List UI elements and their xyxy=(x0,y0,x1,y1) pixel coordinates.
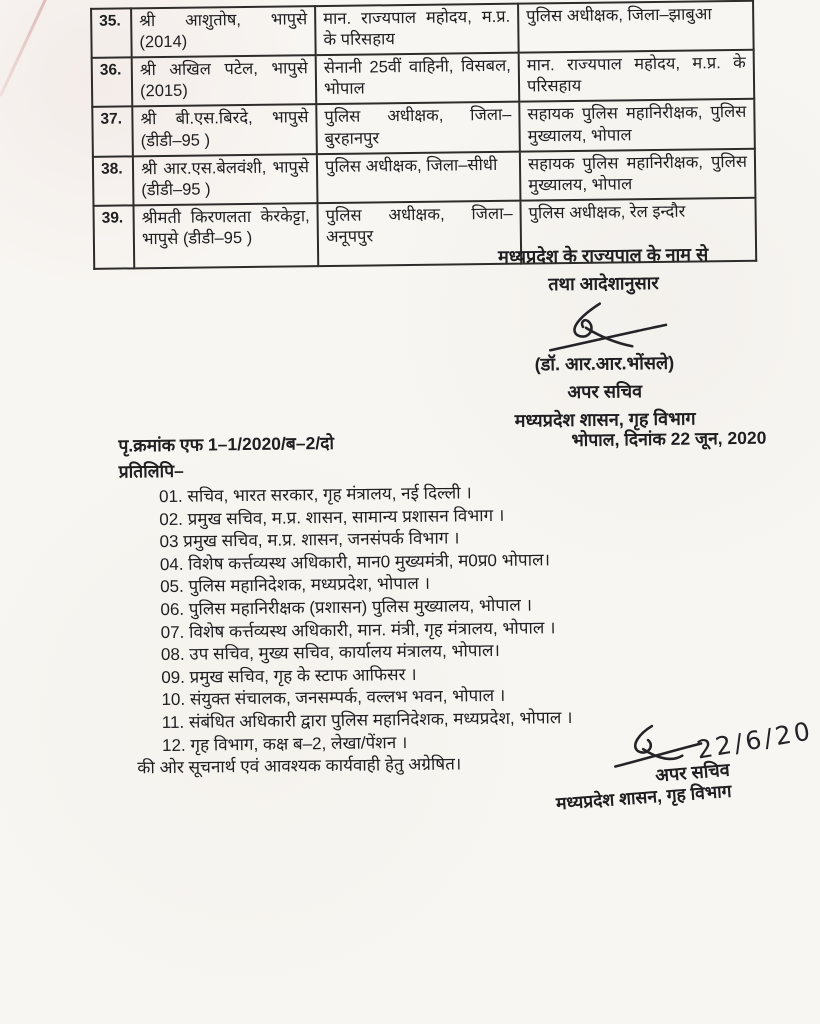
cell-serial-number: 38. xyxy=(93,156,134,206)
copy-recipient: 01. सचिव, भारत सरकार, गृह मंत्रालय, नई दिल्ली । xyxy=(158,483,472,507)
cell-current-posting: सेनानी 25वीं वाहिनी, विसबल, भोपाल xyxy=(316,53,520,105)
copy-recipient: 12. गृह विभाग, कक्ष ब–2, लेखा/पेंशन । xyxy=(161,732,408,755)
cell-serial-number: 37. xyxy=(92,107,133,157)
by-order-line-2: तथा आदेशानुसार xyxy=(548,272,659,295)
cell-new-posting: पुलिस अधीक्षक, रेल इन्दौर xyxy=(520,198,756,264)
copy-recipient: 06. पुलिस महानिरीक्षक (प्रशासन) पुलिस मुख्यालय, भोपाल । xyxy=(160,595,533,620)
cell-new-posting: सहायक पुलिस महानिरीक्षक, पुलिस मुख्यालय, भोपाल xyxy=(519,99,755,151)
place-date: भोपाल, दिनांक 22 जून, 2020 xyxy=(571,427,767,451)
copy-recipient: 05. पुलिस महानिदेशक, मध्यप्रदेश, भोपाल । xyxy=(160,574,431,597)
table-row xyxy=(93,148,756,205)
copy-recipient: 10. संयुक्त संचालक, जनसम्पर्क, वल्लभ भवन, भोपाल । xyxy=(161,686,506,710)
officer-transfer-table xyxy=(90,0,757,270)
cell-new-posting: मान. राज्यपाल महोदय, म.प्र. के परिसहाय xyxy=(519,50,755,102)
copy-recipient: 03 प्रमुख सचिव, म.प्र. शासन, जनसंपर्क विभाग । xyxy=(159,528,460,552)
authority-signature-block xyxy=(438,240,770,436)
copy-recipients-list xyxy=(159,479,573,755)
handwritten-date: 22/6/20 xyxy=(694,716,816,765)
cell-officer-name: श्री आशुतोष, भापुसे (2014) xyxy=(131,6,316,57)
closing-line: की ओर सूचनार्थ एवं आवश्यक कार्यवाही हेतु अग्रेषित। xyxy=(137,754,462,778)
table-row xyxy=(92,99,755,156)
signature-area xyxy=(439,296,770,352)
copy-heading: प्रतिलिपि– xyxy=(118,460,184,482)
cell-new-posting: सहायक पुलिस महानिरीक्षक, पुलिस मुख्यालय, भोपाल xyxy=(520,148,756,200)
cell-new-posting: पुलिस अधीक्षक, जिला–झाबुआ xyxy=(518,1,754,53)
copy-recipient: 02. प्रमुख सचिव, म.प्र. शासन, सामान्य प्रशासन विभाग । xyxy=(159,505,505,529)
table-row xyxy=(91,1,754,58)
cell-current-posting: पुलिस अधीक्षक, जिला–सीधी xyxy=(317,151,521,203)
secondary-signature-block xyxy=(504,716,816,833)
cell-officer-name: श्री अखिल पटेल, भापुसे (2015) xyxy=(132,55,317,106)
endorsement-ref-line xyxy=(118,426,766,458)
copy-recipient: 09. प्रमुख सचिव, गृह के स्टाफ आफिसर । xyxy=(161,664,417,687)
endorsement-number: पृ.क्रमांक एफ 1–1/2020/ब–2/दो xyxy=(118,432,335,456)
signatory-name: (डॉ. आर.आर.भोंसले) xyxy=(534,352,675,375)
cell-current-posting: मान. राज्यपाल महोदय, म.प्र. के परिसहाय xyxy=(315,4,519,56)
cell-serial-number: 35. xyxy=(91,8,132,58)
copy-recipient: 07. विशेष कर्त्तव्यस्थ अधिकारी, मान. मंत्री, गृह मंत्रालय, भोपाल । xyxy=(160,617,556,642)
copy-recipient: 11. संबंधित अधिकारी द्वारा पुलिस महानिदेशक, मध्यप्रदेश, भोपाल । xyxy=(161,707,573,732)
cell-current-posting: पुलिस अधीक्षक, जिला–अनूपपुर xyxy=(317,201,521,266)
signatory-department: मध्यप्रदेश शासन, गृह विभाग xyxy=(514,408,696,431)
copy-recipient: 04. विशेष कर्त्तव्यस्थ अधिकारी, मान0 मुख्यमंत्री, म0प्र0 भोपाल। xyxy=(159,550,551,574)
cell-officer-name: श्रीमती किरणलता केरकेट्टा, भापुसे (डीडी–95 ) xyxy=(133,203,318,268)
cell-serial-number: 39. xyxy=(93,205,134,268)
signatory-designation: अपर सचिव xyxy=(567,381,643,403)
cell-serial-number: 36. xyxy=(92,58,133,108)
signature-scribble-icon xyxy=(544,299,673,353)
cell-officer-name: श्री आर.एस.बेलवंशी, भापुसे (डीडी–95 ) xyxy=(133,154,318,205)
signatory-department: मध्यप्रदेश शासन, गृह विभाग xyxy=(555,780,733,814)
cell-officer-name: श्री बी.एस.बिरदे, भापुसे (डीडी–95 ) xyxy=(132,105,317,156)
copy-recipient: 08. उप सचिव, मुख्य सचिव, कार्यालय मंत्रालय, भोपाल। xyxy=(160,641,500,665)
signatory-designation: अपर सचिव xyxy=(654,759,731,786)
cell-current-posting: पुलिस अधीक्षक, जिला–बुरहानपुर xyxy=(316,102,520,154)
table-row xyxy=(92,50,755,107)
by-order-line-1: मध्यप्रदेश के राज्यपाल के नाम से xyxy=(497,244,709,267)
